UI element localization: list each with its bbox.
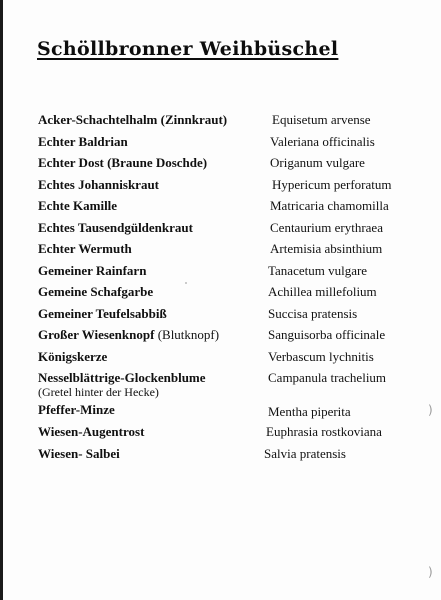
plant-common-name: Echtes Tausendgüldenkraut: [38, 220, 193, 235]
scan-speck: [185, 282, 187, 284]
margin-mark: ): [428, 403, 433, 417]
plant-row: [0, 112, 441, 132]
plant-row: [0, 241, 441, 261]
plant-alt-name: (Braune Doschde): [107, 155, 208, 170]
plant-alt-name: (Zinnkraut): [160, 112, 228, 127]
plant-common-name: Echte Kamille: [38, 198, 118, 213]
plant-common-name: Echter Baldrian: [38, 134, 128, 149]
plant-common-name: Acker-Schachtelhalm (Zinnkraut): [38, 112, 228, 127]
plant-row: [0, 349, 441, 369]
plant-latin-name: Salvia pratensis: [264, 446, 346, 461]
plant-common-name: Echtes Johanniskraut: [38, 177, 159, 192]
plant-common-name: Gemeiner Teufelsabbiß: [38, 306, 167, 321]
plant-latin-name: Equisetum arvense: [272, 112, 371, 127]
plant-latin-name: Achillea millefolium: [268, 284, 377, 299]
plant-row: [0, 284, 441, 304]
plant-common-name: Echter Dost (Braune Doschde): [38, 155, 208, 170]
plant-row: [0, 327, 441, 347]
plant-latin-name: Euphrasia rostkoviana: [266, 424, 382, 439]
plant-latin-name: Verbascum lychnitis: [268, 349, 374, 364]
plant-common-name: Wiesen-Augentrost: [38, 424, 145, 439]
plant-latin-name: Valeriana officinalis: [270, 134, 375, 149]
plant-common-name: Gemeiner Rainfarn: [38, 263, 147, 278]
margin-mark: ): [428, 565, 433, 579]
plant-common-name: Wiesen- Salbei: [38, 446, 120, 461]
plant-common-name: Gemeine Schafgarbe: [38, 284, 154, 299]
plant-row: [0, 263, 441, 283]
plant-latin-name: Campanula trachelium: [268, 370, 387, 385]
page-title: Schöllbronner Weihbüschel: [37, 38, 339, 60]
plant-row: [0, 134, 441, 154]
plant-common-name: Nesselblättrige-Glockenblume: [38, 370, 206, 385]
plant-latin-name: Matricaria chamomilla: [270, 198, 389, 213]
plant-common-name: Königskerze: [38, 349, 108, 364]
plant-latin-name: Mentha piperita: [268, 404, 351, 419]
plant-latin-name: Succisa pratensis: [268, 306, 358, 321]
plant-note: (Gretel hinter der Hecke): [38, 385, 159, 399]
plant-row: [0, 177, 441, 197]
plant-common-name: Großer Wiesenknopf (Blutknopf): [38, 327, 220, 342]
plant-latin-name: Sanguisorba officinale: [268, 327, 386, 342]
plant-latin-name: Tanacetum vulgare: [268, 263, 368, 278]
plant-latin-name: Origanum vulgare: [270, 155, 365, 170]
plant-common-name: Echter Wermuth: [38, 241, 132, 256]
plant-row: [0, 424, 441, 444]
plant-latin-name: Centaurium erythraea: [270, 220, 383, 235]
plant-latin-name: Artemisia absinthium: [270, 241, 383, 256]
plant-row: [0, 402, 441, 422]
plant-row: [0, 306, 441, 326]
plant-alt-name: (Blutknopf): [157, 327, 220, 342]
plant-row: [0, 155, 441, 175]
plant-row: [0, 446, 441, 466]
plant-row: [0, 198, 441, 218]
plant-latin-name: Hypericum perforatum: [272, 177, 392, 192]
plant-row: [0, 220, 441, 240]
plant-common-name: Pfeffer-Minze: [38, 402, 115, 417]
plant-row: [0, 370, 441, 404]
